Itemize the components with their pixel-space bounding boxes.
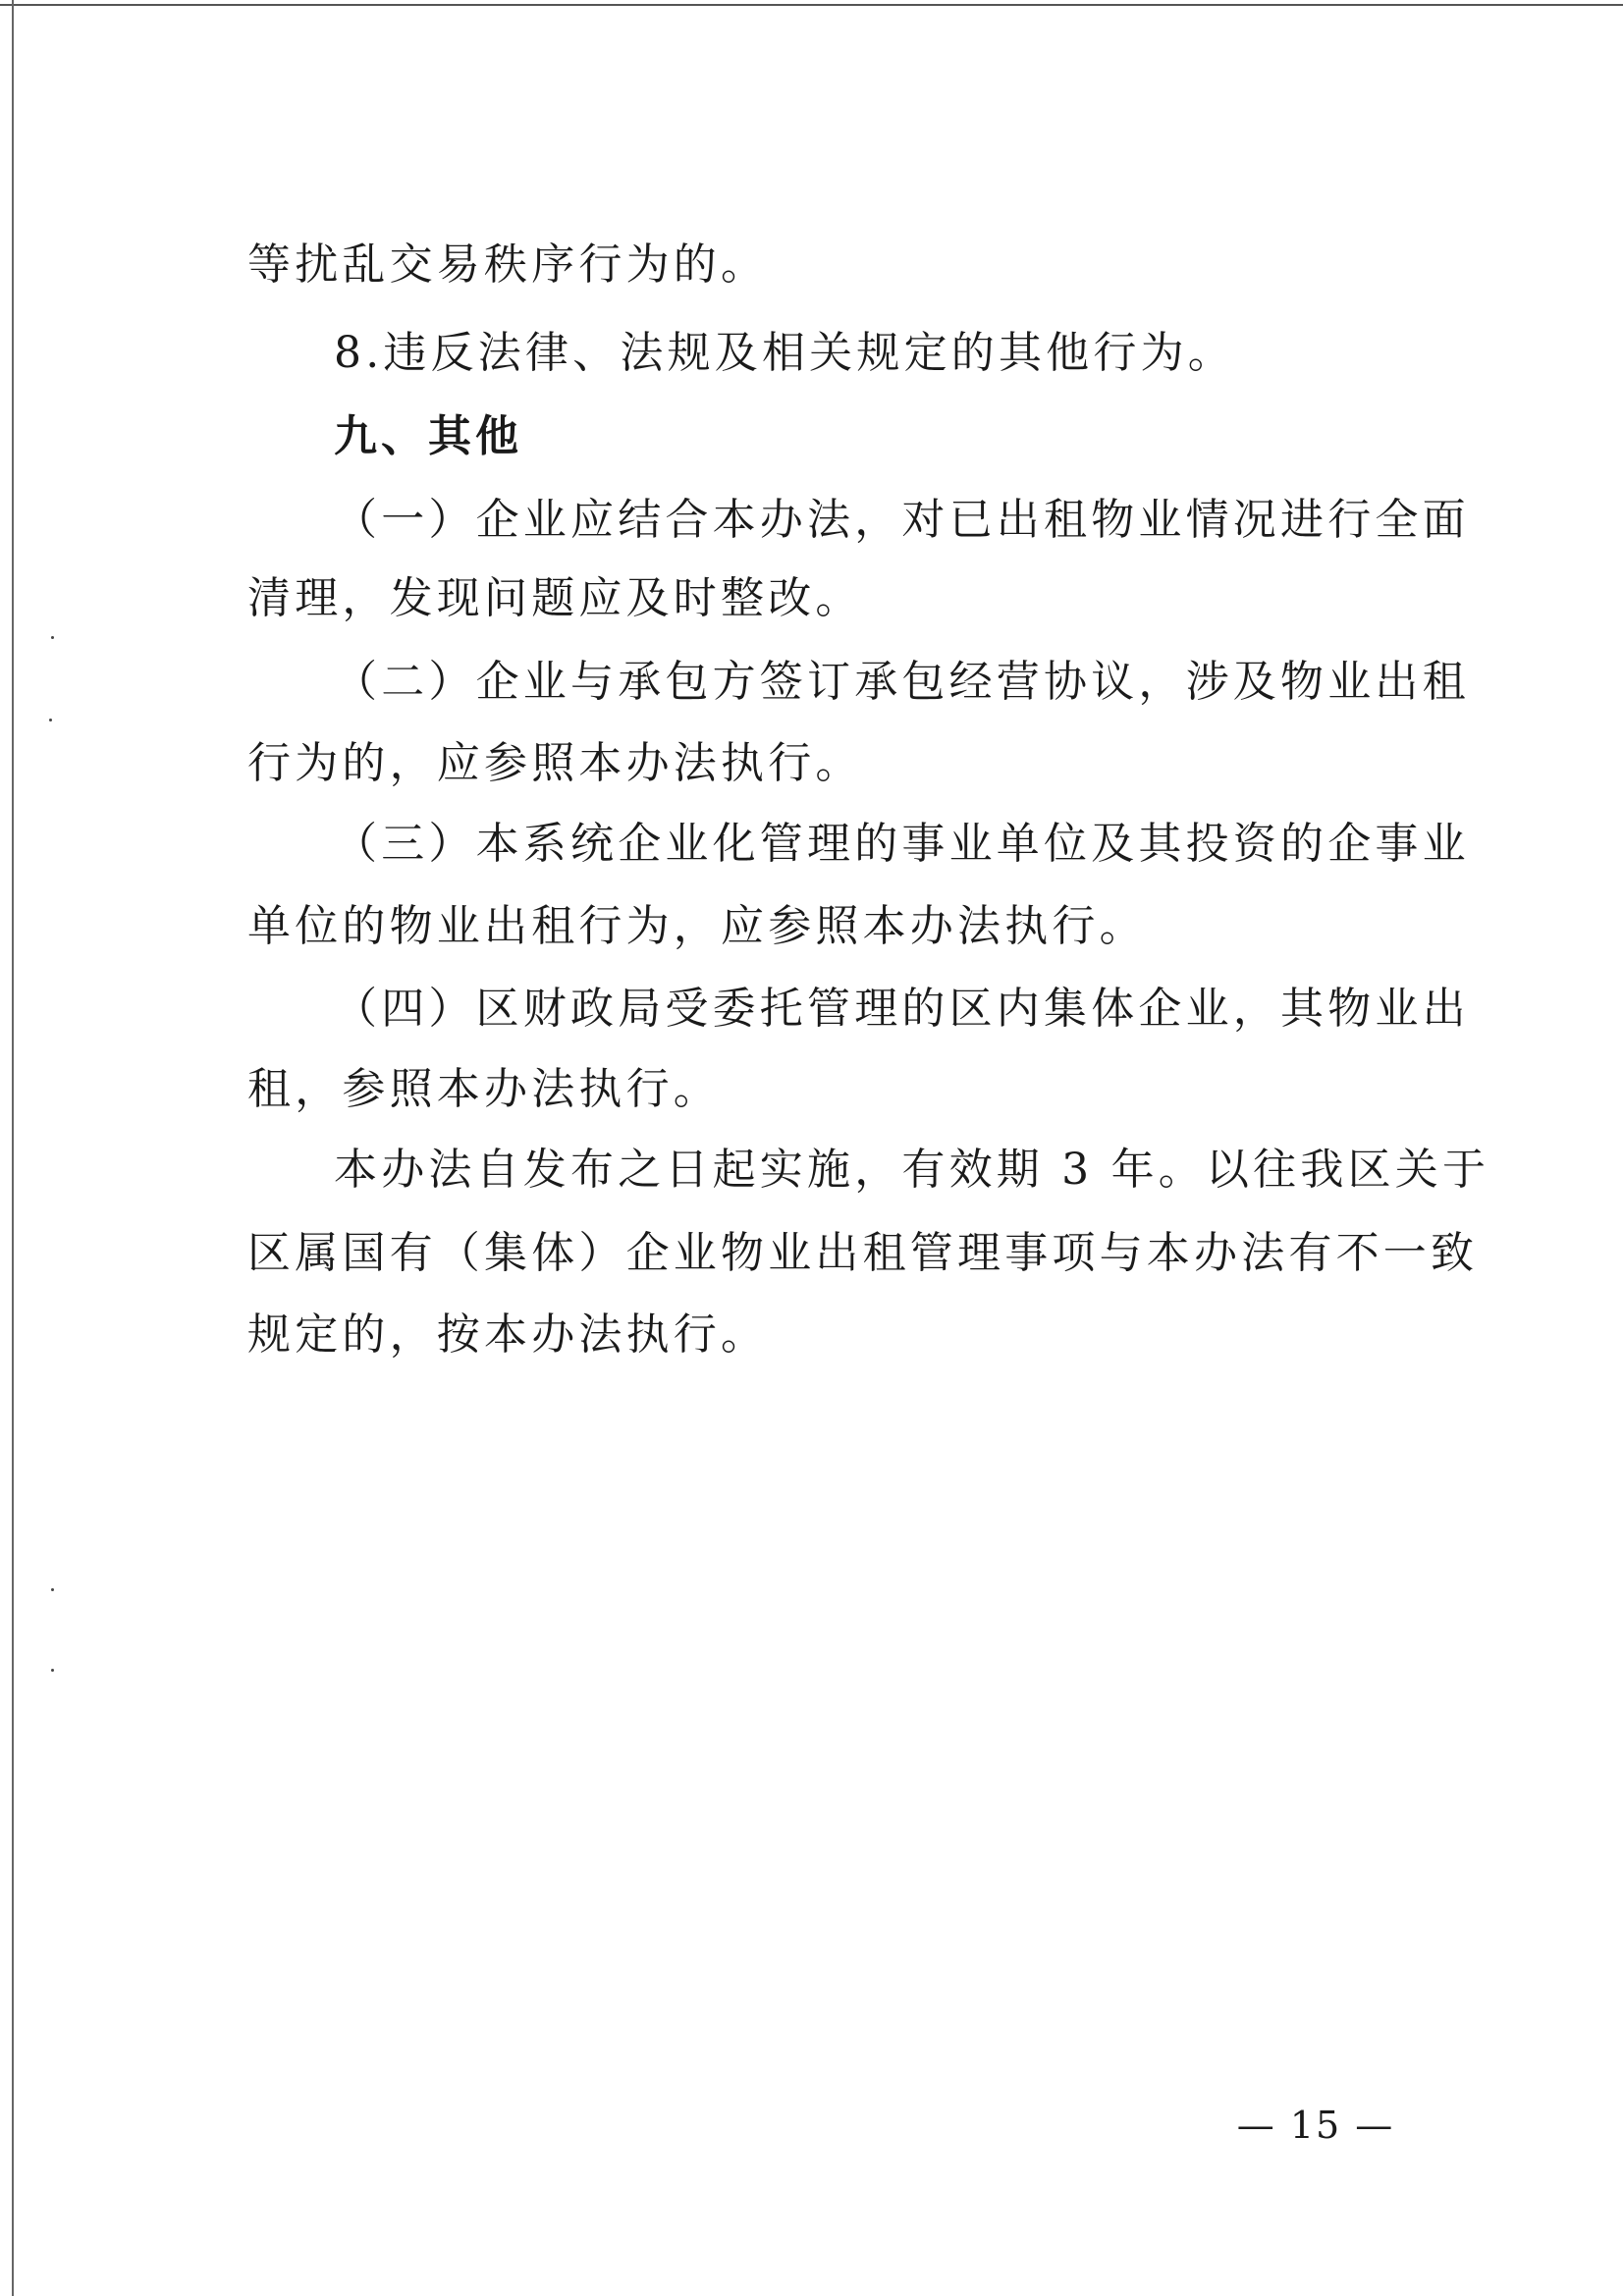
clause-two-line: 行为的，应参照本办法执行。 [247,738,863,788]
scan-speck [51,636,54,639]
scan-speck [49,719,52,721]
scan-border-left [12,0,14,2296]
section-heading-nine: 九、其他 [334,411,522,461]
page-number: — 15 — [1236,2104,1395,2147]
effective-clause-line: 本办法自发布之日起实施，有效期 3 年。以往我区关于 [334,1145,1490,1195]
effective-clause-line: 规定的，按本办法执行。 [247,1309,769,1360]
clause-four-line: 租，参照本办法执行。 [247,1064,721,1114]
paragraph-line: 等扰乱交易秩序行为的。 [247,240,769,290]
scan-border-top [0,4,1623,6]
clause-three-line: （三）本系统企业化管理的事业单位及其投资的企事业 [334,819,1470,869]
list-item-8: 8.违反法律、法规及相关规定的其他行为。 [334,328,1235,378]
clause-one-line: （一）企业应结合本办法，对已出租物业情况进行全面 [334,495,1470,545]
scan-speck [51,1588,54,1591]
effective-clause-line: 区属国有（集体）企业物业出租管理事项与本办法有不一致 [247,1228,1479,1278]
clause-two-line: （二）企业与承包方签订承包经营协议，涉及物业出租 [334,657,1470,707]
scan-speck [51,1669,54,1672]
clause-one-line: 清理，发现问题应及时整改。 [247,573,863,623]
clause-three-line: 单位的物业出租行为，应参照本办法执行。 [247,901,1147,951]
clause-four-line: （四）区财政局受委托管理的区内集体企业，其物业出 [334,984,1470,1034]
